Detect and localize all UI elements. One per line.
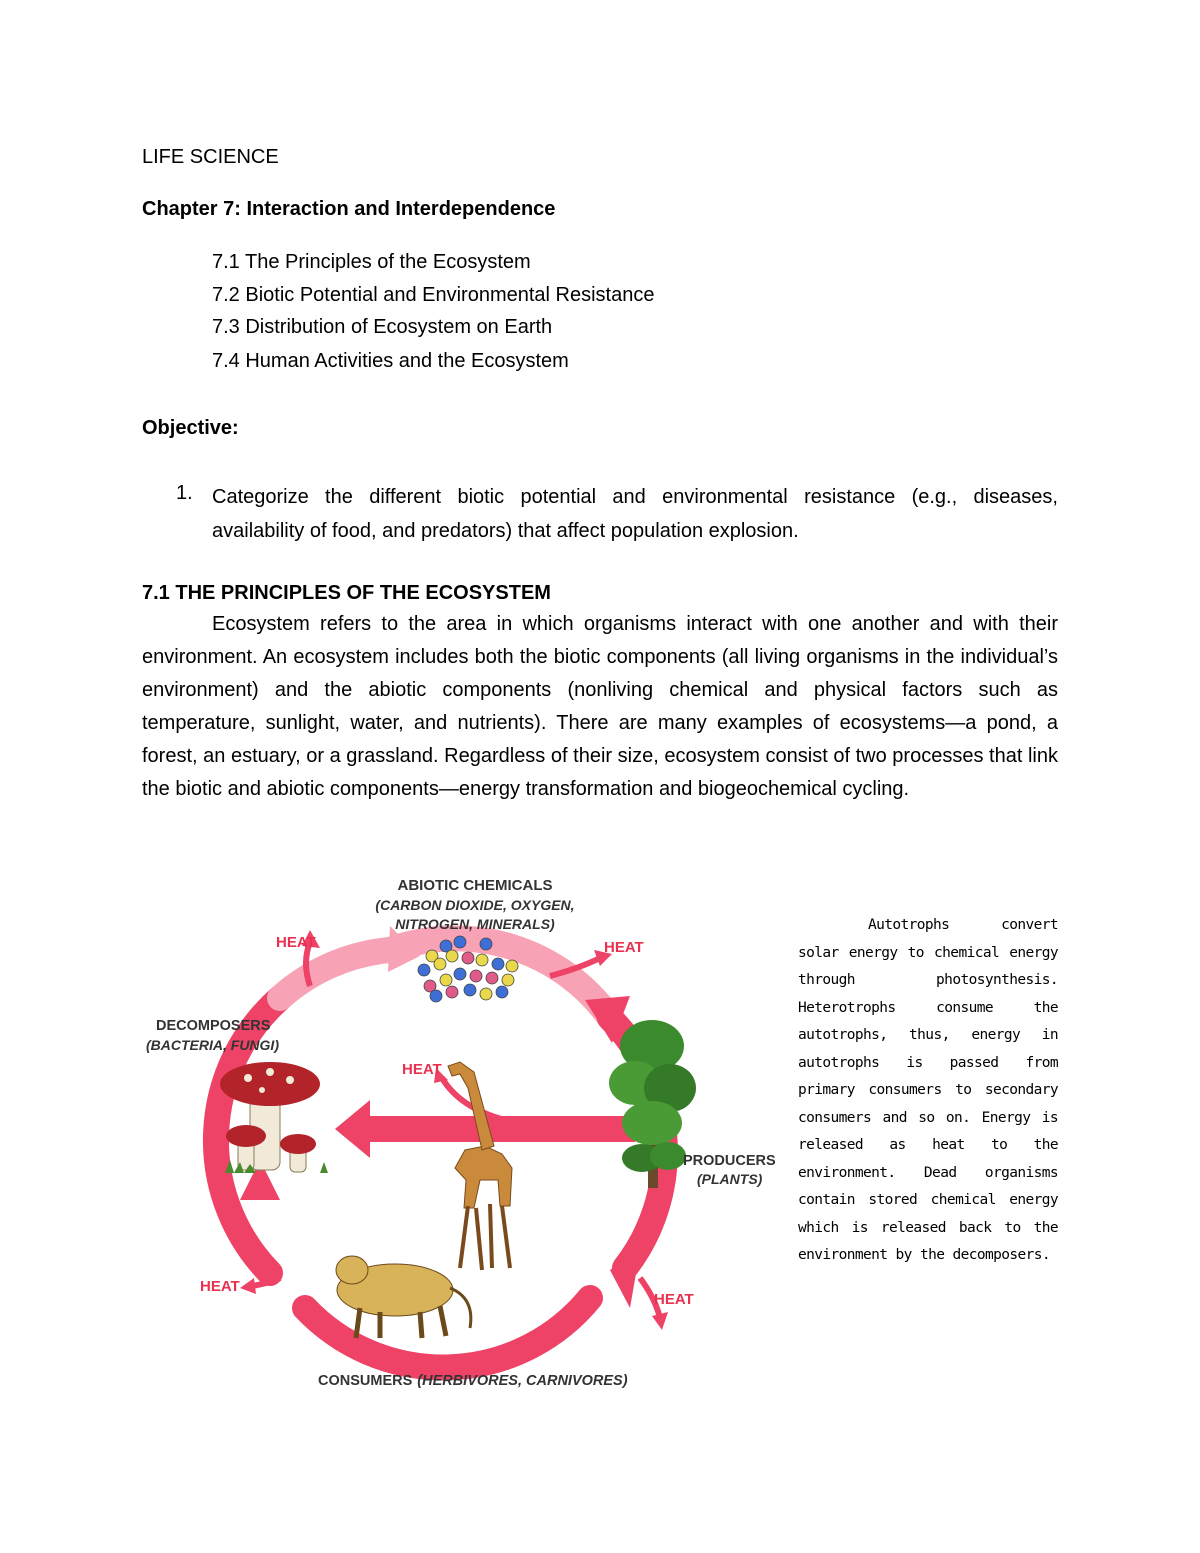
objective-heading: Objective: bbox=[142, 417, 239, 439]
transfer-arrowhead bbox=[335, 1100, 370, 1158]
heat-label: HEAT bbox=[402, 1061, 442, 1078]
producers-subtitle: (PLANTS) bbox=[697, 1171, 763, 1187]
chapter-title: Chapter 7: Interaction and Interdependence bbox=[142, 198, 556, 220]
decomposers-subtitle: (BACTERIA, FUNGI) bbox=[146, 1037, 279, 1053]
leopard-icon bbox=[336, 1256, 471, 1338]
objective-number: 1. bbox=[176, 482, 193, 504]
toc-item: 7.4 Human Activities and the Ecosystem bbox=[212, 350, 569, 372]
section-heading: 7.1 THE PRINCIPLES OF THE ECOSYSTEM bbox=[142, 582, 551, 604]
mushroom-icon bbox=[220, 1062, 328, 1173]
heat-label: HEAT bbox=[276, 934, 316, 951]
consumers-label bbox=[318, 1373, 628, 1389]
toc-item: 7.2 Biotic Potential and Environmental Resistance bbox=[212, 284, 655, 306]
ecosystem-cycle-diagram bbox=[130, 868, 780, 1398]
consumers-subtitle: (HERBIVORES, CARNIVORES) bbox=[417, 1373, 628, 1389]
abiotic-subtitle-2: NITROGEN, MINERALS) bbox=[395, 916, 555, 932]
objective-text: Categorize the different biotic potential and environmental resistance (e.g., diseases, availability of food, and predators) that affect population explosion. bbox=[212, 486, 1058, 542]
toc-item: 7.3 Distribution of Ecosystem on Earth bbox=[212, 316, 553, 338]
decomposers-title: DECOMPOSERS bbox=[156, 1018, 271, 1034]
heat-label: HEAT bbox=[200, 1278, 240, 1295]
consumers-title: CONSUMERS bbox=[318, 1373, 413, 1389]
abiotic-title: ABIOTIC CHEMICALS bbox=[397, 877, 553, 894]
heat-label: HEAT bbox=[654, 1291, 694, 1308]
diagram-caption bbox=[798, 912, 1058, 1270]
heat-label: HEAT bbox=[604, 939, 644, 956]
toc-item: 7.1 The Principles of the Ecosystem bbox=[212, 251, 531, 273]
section-paragraph-text: Ecosystem refers to the area in which organisms interact with one another and with their environment. An ecosystem includes both the biotic components (all living organisms in the individual’s environment) and the abiotic components (nonliving chemical and physical factors such as temperature, sunlight, water, and nutrients). There are many examples of ecosystems—a pond, a forest, an estuary, or a grassland. Regardless of their size, ecosystem consist of two processes that link the biotic and abiotic components—energy transformation and biogeochemical cycling. bbox=[142, 613, 1058, 800]
subject-title: LIFE SCIENCE bbox=[142, 146, 279, 168]
producers-title: PRODUCERS bbox=[683, 1153, 776, 1169]
section-paragraph bbox=[142, 608, 1058, 806]
abiotic-subtitle-1: (CARBON DIOXIDE, OXYGEN, bbox=[375, 897, 575, 913]
diagram-caption-text: Autotrophs convert solar energy to chemical energy through photosynthesis. Heterotrophs consume the autotrophs, thus, energy in autotrophs is passed from primary consumers to secondary consumers and so on. Energy is released as heat to the environment. Dead organisms contain stored chemical energy which is released back to the environment by the decomposers. bbox=[798, 917, 1058, 1263]
